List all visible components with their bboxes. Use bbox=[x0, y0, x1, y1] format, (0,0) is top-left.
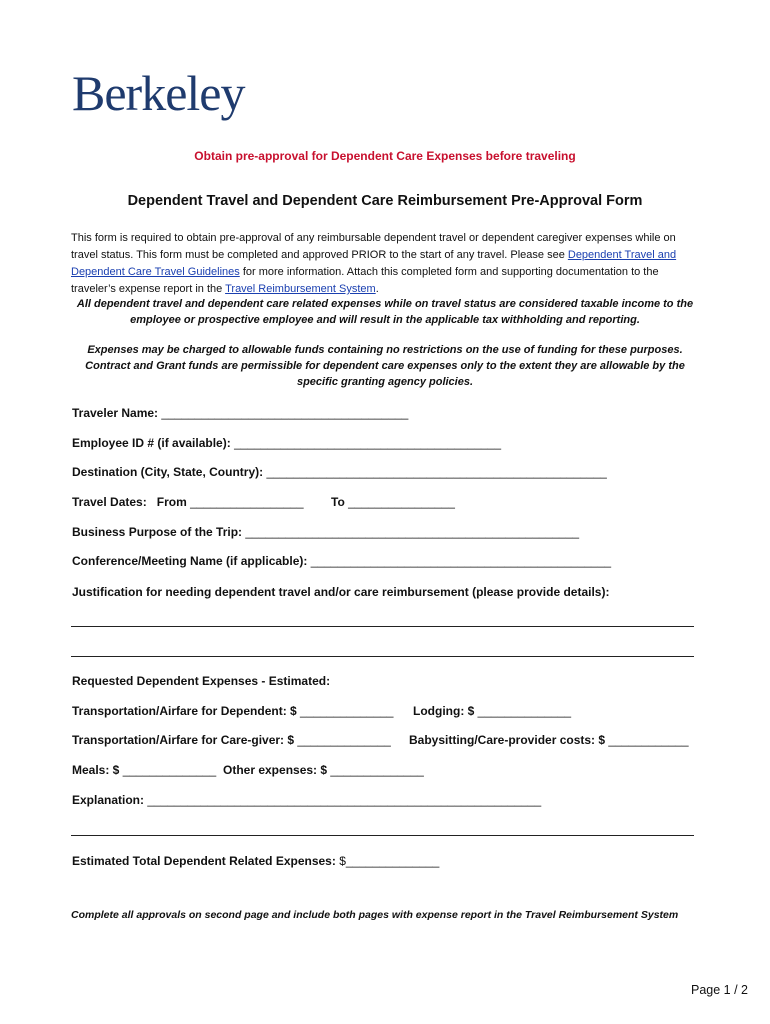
meals-blank[interactable]: ______________ bbox=[122, 763, 217, 777]
employee-id-blank[interactable]: ________________________________________ bbox=[234, 436, 502, 450]
employee-id-field[interactable] bbox=[72, 436, 501, 450]
babysitting-label: Babysitting/Care-provider costs: $ bbox=[409, 733, 606, 747]
explanation-field[interactable] bbox=[72, 793, 541, 807]
taxable-income-note: All dependent travel and dependent care related expenses while on travel status are considered taxable income to the employee or prospective employee and will result in the applicable tax withholding and reporting. bbox=[76, 298, 694, 326]
intro-text-1: This form is required to obtain pre-approval of any reimbursable dependent travel or dependent caregiver expenses while on travel status. This form must be completed and approved PRIOR to the start of any travel. Please see bbox=[71, 232, 676, 261]
explanation-line-2[interactable] bbox=[71, 835, 694, 836]
lodging-field[interactable] bbox=[413, 704, 571, 718]
page-number: Page 1 / 2 bbox=[691, 983, 748, 997]
transport-dependent-blank[interactable]: ______________ bbox=[300, 704, 394, 718]
to-date-blank[interactable]: ________________ bbox=[348, 495, 455, 509]
transport-dependent-label: Transportation/Airfare for Dependent: $ bbox=[72, 704, 297, 718]
transport-caregiver-field[interactable] bbox=[72, 733, 391, 747]
intro-paragraph bbox=[71, 230, 699, 298]
intro-text-2: for more information. Attach this completed form and supporting documentation to the traveler’s expense report in the bbox=[71, 266, 659, 295]
other-expenses-label: Other expenses: $ bbox=[223, 763, 328, 777]
justification-line-2[interactable] bbox=[71, 656, 694, 657]
babysitting-field[interactable] bbox=[409, 733, 689, 747]
to-label: To bbox=[331, 495, 345, 509]
traveler-name-blank[interactable]: _____________________________________ bbox=[161, 406, 409, 420]
explanation-label: Explanation: bbox=[72, 793, 145, 807]
destination-field[interactable] bbox=[72, 465, 607, 479]
meals-field[interactable] bbox=[72, 763, 216, 777]
justification-line-1[interactable] bbox=[71, 626, 694, 627]
footer-note: Complete all approvals on second page and include both pages with expense report in the Travel Reimbursement System bbox=[71, 909, 679, 921]
dollar-sign: $ bbox=[339, 854, 346, 868]
intro-text-3: . bbox=[375, 283, 379, 295]
travel-reimbursement-system-link[interactable]: Travel Reimbursement System bbox=[225, 283, 376, 295]
estimated-total-blank[interactable]: ______________ bbox=[345, 854, 440, 868]
transport-caregiver-label: Transportation/Airfare for Care-giver: $ bbox=[72, 733, 295, 747]
explanation-blank[interactable]: ___________________________________________________________ bbox=[147, 793, 542, 807]
requested-expenses-heading: Requested Dependent Expenses - Estimated: bbox=[72, 674, 331, 688]
travel-dates-label: Travel Dates: bbox=[72, 495, 147, 509]
form-title: Dependent Travel and Dependent Care Reimbursement Pre-Approval Form bbox=[127, 193, 643, 209]
traveler-name-field[interactable] bbox=[72, 406, 408, 420]
dependent-travel-guidelines-link[interactable]: Dependent Travel and Dependent Care Travel Guidelines bbox=[71, 249, 677, 278]
employee-id-label: Employee ID # (if available): bbox=[72, 436, 231, 450]
justification-label: Justification for needing dependent travel and/or care reimbursement (please provide details): bbox=[72, 585, 610, 599]
pre-approval-alert: Obtain pre-approval for Dependent Care Expenses before traveling bbox=[194, 149, 576, 163]
other-expenses-blank[interactable]: ______________ bbox=[330, 763, 424, 777]
traveler-name-label: Traveler Name: bbox=[72, 406, 159, 420]
estimated-total-field[interactable] bbox=[72, 854, 439, 868]
estimated-total-label: Estimated Total Dependent Related Expenses: bbox=[72, 854, 336, 868]
travel-dates-field[interactable] bbox=[72, 495, 304, 509]
other-expenses-field[interactable] bbox=[223, 763, 424, 777]
meals-label: Meals: $ bbox=[72, 763, 120, 777]
babysitting-blank[interactable]: ____________ bbox=[608, 733, 689, 747]
conference-name-label: Conference/Meeting Name (if applicable): bbox=[72, 554, 308, 568]
business-purpose-label: Business Purpose of the Trip: bbox=[72, 525, 243, 539]
destination-blank[interactable]: ___________________________________________________ bbox=[266, 465, 607, 479]
business-purpose-blank[interactable]: __________________________________________________ bbox=[245, 525, 580, 539]
business-purpose-field[interactable] bbox=[72, 525, 579, 539]
conference-name-field[interactable] bbox=[72, 554, 611, 568]
lodging-label: Lodging: $ bbox=[413, 704, 475, 718]
conference-name-blank[interactable]: _____________________________________________ bbox=[310, 554, 612, 568]
funding-note: Expenses may be charged to allowable funds containing no restrictions on the use of funding for these purposes. Contract and Grant funds are permissible for dependent care expenses only to the extent they are allowable by the specific granting agency policies. bbox=[85, 344, 685, 388]
to-date-field[interactable] bbox=[331, 495, 455, 509]
transport-caregiver-blank[interactable]: ______________ bbox=[297, 733, 391, 747]
from-date-blank[interactable]: _________________ bbox=[190, 495, 304, 509]
from-label: From bbox=[156, 495, 187, 509]
lodging-blank[interactable]: ______________ bbox=[477, 704, 572, 718]
transport-dependent-field[interactable] bbox=[72, 704, 393, 718]
berkeley-logo: Berkeley bbox=[72, 65, 245, 121]
destination-label: Destination (City, State, Country): bbox=[72, 465, 264, 479]
